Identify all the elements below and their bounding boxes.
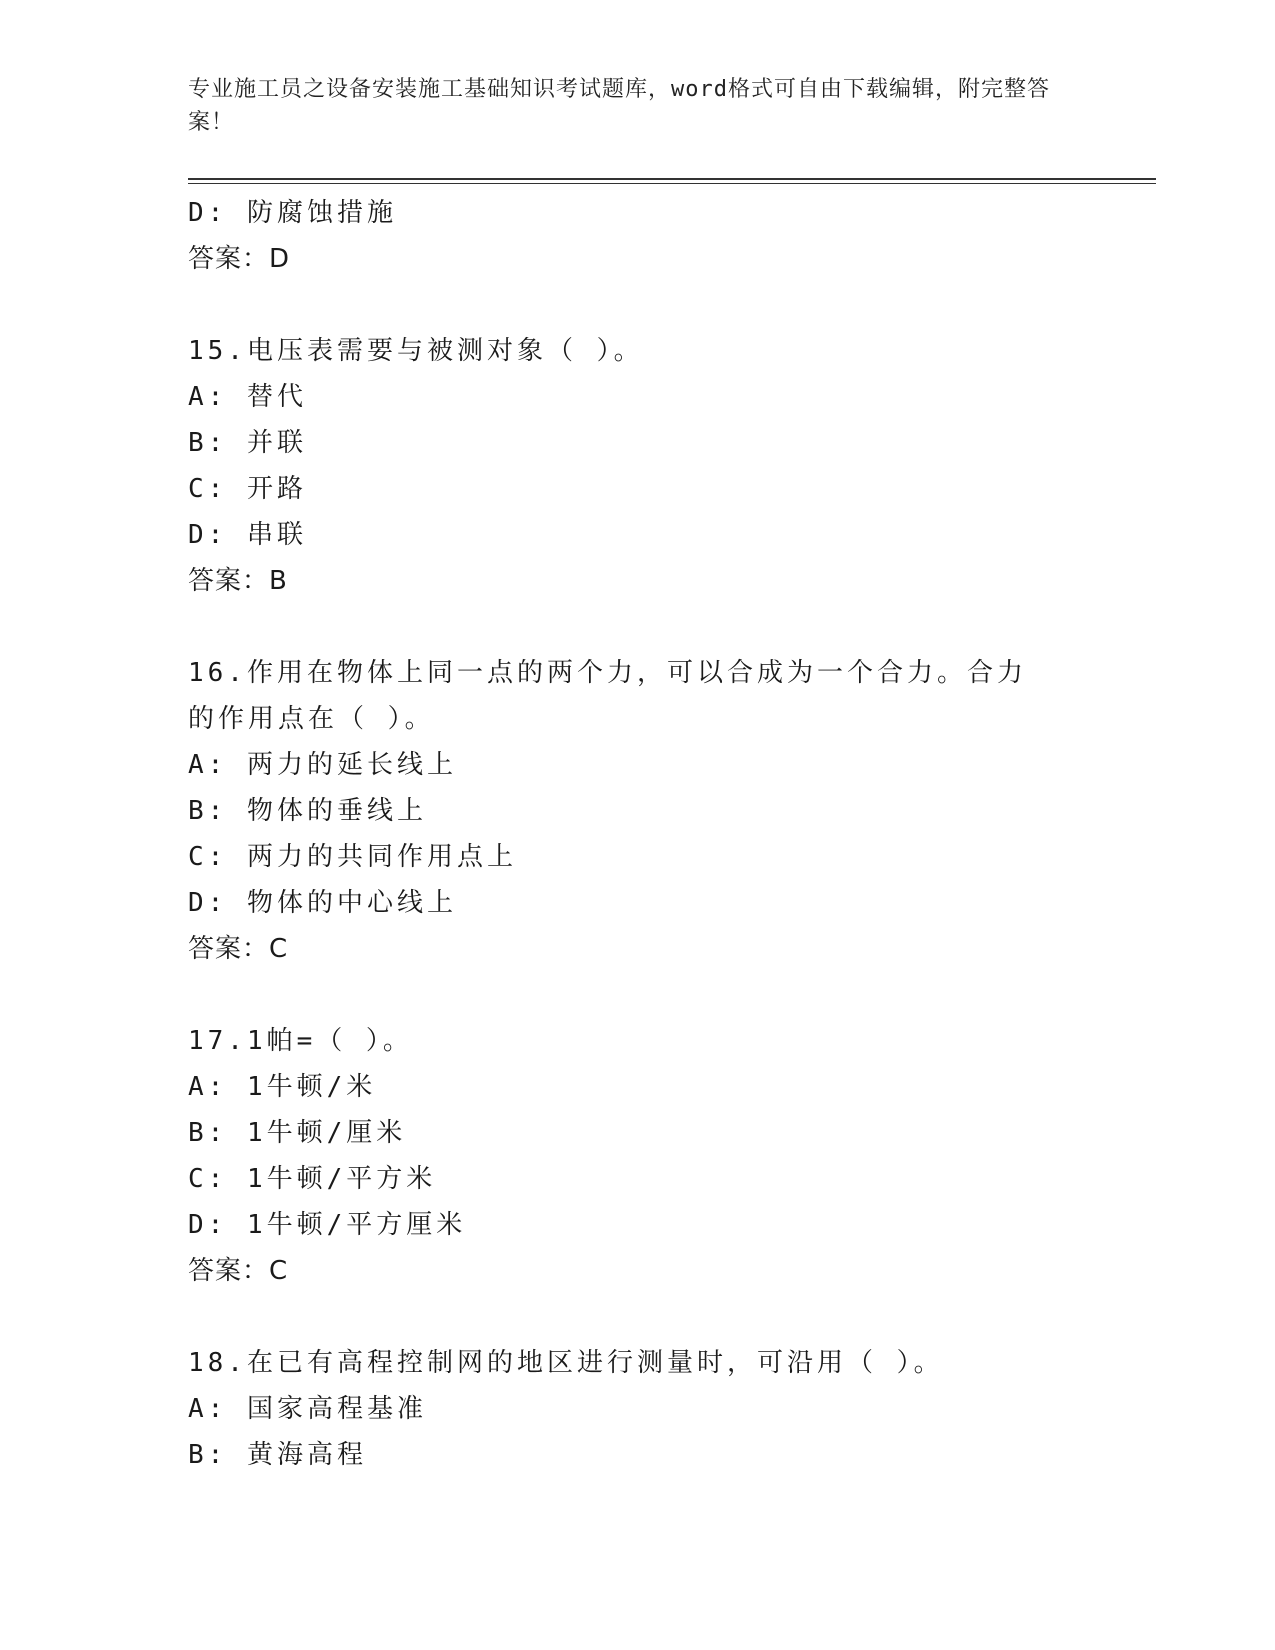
option-d: D: 物体的中心线上 <box>188 888 457 918</box>
option-b: B: 1牛顿/厘米 <box>188 1118 407 1148</box>
header-rule-thin <box>188 183 1156 184</box>
question-16 <box>188 650 1088 972</box>
option-b: B: 物体的垂线上 <box>188 796 427 826</box>
question-17 <box>188 1018 1088 1294</box>
question-stem: 18.在已有高程控制网的地区进行测量时，可沿用（ ）。 <box>188 1348 944 1378</box>
option-a: A: 两力的延长线上 <box>188 750 457 780</box>
option-c: C: 开路 <box>188 474 307 504</box>
prev-option-d: D: 防腐蚀措施 <box>188 198 397 228</box>
option-c: C: 1牛顿/平方米 <box>188 1164 437 1194</box>
option-b: B: 黄海高程 <box>188 1440 367 1470</box>
option-c: C: 两力的共同作用点上 <box>188 842 517 872</box>
spacer <box>188 972 1088 1018</box>
answer: 答案：C <box>188 934 289 964</box>
question-content <box>188 190 1088 1478</box>
document-header: 专业施工员之设备安装施工基础知识考试题库，word格式可自由下载编辑，附完整答案！ <box>188 77 1050 135</box>
spacer <box>188 1294 1088 1340</box>
option-d: D: 串联 <box>188 520 307 550</box>
question-stem: 17.1帕=（ ）。 <box>188 1026 413 1056</box>
prev-answer: 答案：D <box>188 244 291 274</box>
option-a: A: 替代 <box>188 382 307 412</box>
question-stem: 15.电压表需要与被测对象（ ）。 <box>188 336 644 366</box>
question-18 <box>188 1340 1088 1478</box>
header-rule-thick <box>188 178 1156 180</box>
question-15 <box>188 328 1088 604</box>
answer: 答案：B <box>188 566 288 596</box>
spacer <box>188 282 1088 328</box>
option-b: B: 并联 <box>188 428 307 458</box>
spacer <box>188 604 1088 650</box>
question-stem: 16.作用在物体上同一点的两个力，可以合成为一个合力。合力的作用点在（ ）。 <box>188 658 1027 734</box>
answer: 答案：C <box>188 1256 289 1286</box>
option-a: A: 国家高程基准 <box>188 1394 427 1424</box>
option-d: D: 1牛顿/平方厘米 <box>188 1210 467 1240</box>
option-a: A: 1牛顿/米 <box>188 1072 377 1102</box>
